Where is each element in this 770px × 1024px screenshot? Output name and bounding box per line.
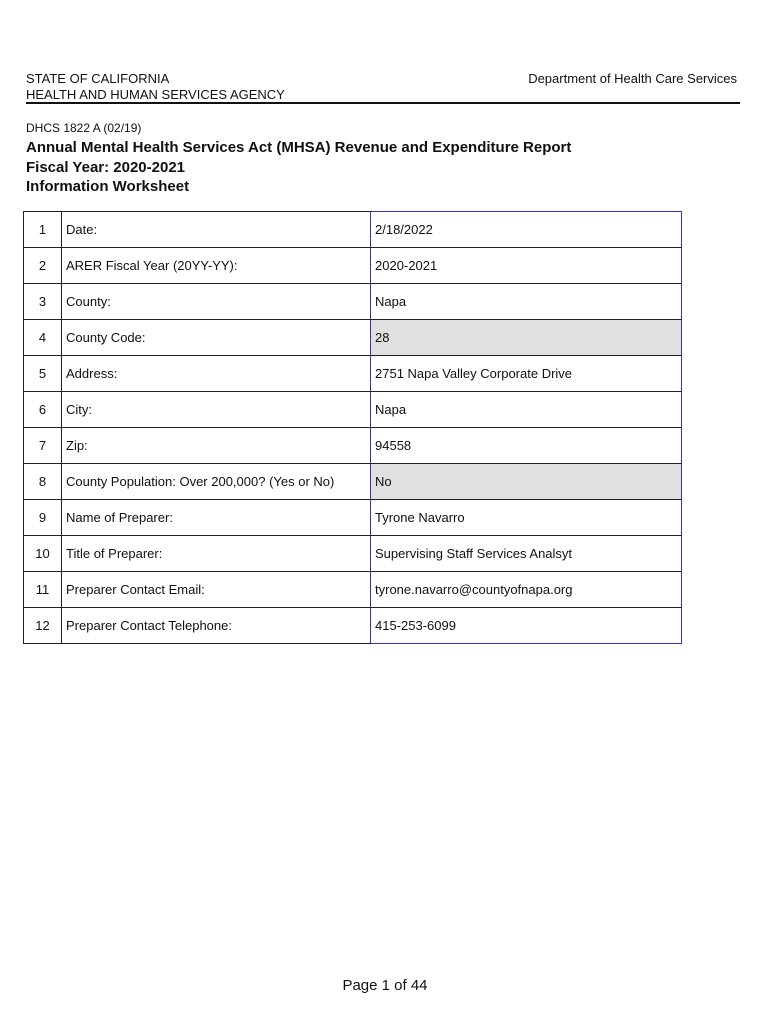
- agency-line-hhs: HEALTH AND HUMAN SERVICES AGENCY: [26, 87, 285, 102]
- table-row: [24, 608, 682, 644]
- report-titles: [26, 138, 571, 197]
- fiscal-year-field[interactable]: 2020-2021: [371, 248, 682, 284]
- form-id: DHCS 1822 A (02/19): [26, 121, 142, 135]
- row-number: 4: [24, 320, 62, 356]
- county-population-field: No: [371, 464, 682, 500]
- field-label: County Code:: [62, 320, 371, 356]
- row-number: 12: [24, 608, 62, 644]
- row-number: 1: [24, 212, 62, 248]
- county-field[interactable]: Napa: [371, 284, 682, 320]
- department-name: Department of Health Care Services: [528, 71, 737, 86]
- row-number: 9: [24, 500, 62, 536]
- table-row: [24, 212, 682, 248]
- field-label: Title of Preparer:: [62, 536, 371, 572]
- date-field[interactable]: 2/18/2022: [371, 212, 682, 248]
- field-label: County Population: Over 200,000? (Yes or No): [62, 464, 371, 500]
- row-number: 2: [24, 248, 62, 284]
- report-title: Annual Mental Health Services Act (MHSA) Revenue and Expenditure Report: [26, 139, 572, 156]
- table-row: [24, 428, 682, 464]
- county-code-field: 28: [371, 320, 682, 356]
- table-row: [24, 572, 682, 608]
- row-number: 6: [24, 392, 62, 428]
- preparer-telephone-field[interactable]: 415-253-6099: [371, 608, 682, 644]
- field-label: Date:: [62, 212, 371, 248]
- row-number: 8: [24, 464, 62, 500]
- table-row: [24, 320, 682, 356]
- table-row: [24, 464, 682, 500]
- field-label: Address:: [62, 356, 371, 392]
- table-row: [24, 284, 682, 320]
- preparer-email-field[interactable]: tyrone.navarro@countyofnapa.org: [371, 572, 682, 608]
- agency-line-state: STATE OF CALIFORNIA: [26, 71, 170, 86]
- field-label: Zip:: [62, 428, 371, 464]
- table-row: [24, 500, 682, 536]
- table-row: [24, 356, 682, 392]
- agency-header: [26, 71, 285, 103]
- header-divider: [26, 102, 740, 104]
- table-row: [24, 392, 682, 428]
- information-worksheet-table: [23, 211, 682, 644]
- zip-field[interactable]: 94558: [371, 428, 682, 464]
- address-field[interactable]: 2751 Napa Valley Corporate Drive: [371, 356, 682, 392]
- city-field[interactable]: Napa: [371, 392, 682, 428]
- table-row: [24, 248, 682, 284]
- row-number: 7: [24, 428, 62, 464]
- row-number: 3: [24, 284, 62, 320]
- page-number: Page 1 of 44: [342, 977, 428, 994]
- row-number: 11: [24, 572, 62, 608]
- field-label: City:: [62, 392, 371, 428]
- field-label: Name of Preparer:: [62, 500, 371, 536]
- fiscal-year-title: Fiscal Year: 2020-2021: [26, 158, 186, 176]
- field-label: ARER Fiscal Year (20YY-YY):: [62, 248, 371, 284]
- row-number: 10: [24, 536, 62, 572]
- table-row: [24, 536, 682, 572]
- preparer-name-field[interactable]: Tyrone Navarro: [371, 500, 682, 536]
- format-hint: (20YY-YY):: [172, 258, 238, 273]
- preparer-title-field[interactable]: Supervising Staff Services Analsyt: [371, 536, 682, 572]
- worksheet-title: Information Worksheet: [26, 178, 190, 195]
- field-label: Preparer Contact Email:: [62, 572, 371, 608]
- field-label: Preparer Contact Telephone:: [62, 608, 371, 644]
- row-number: 5: [24, 356, 62, 392]
- field-label: County:: [62, 284, 371, 320]
